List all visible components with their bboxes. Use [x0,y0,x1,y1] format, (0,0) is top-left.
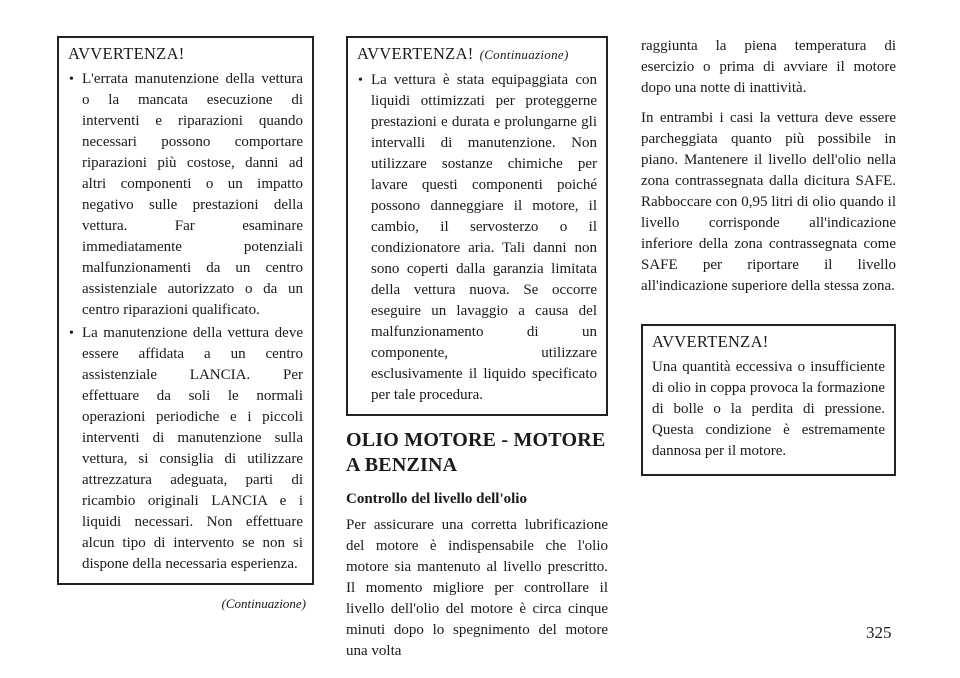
warning-text: Una quantità eccessiva o insufficiente di olio in coppa provoca la formazione di bolle o la perdita di pressione. Questa condizione è estremamente dannosa per il motore. [652,359,885,459]
section-title-line2: A BENZINA [346,454,458,476]
warning-title-text: AVVERTENZA! [357,44,474,63]
warning-box-maintenance [57,36,314,585]
warning-title: AVVERTENZA! [68,44,185,63]
right-column [641,36,896,476]
warning-bullet: • La vettura è stata equipaggiata con liquidi ottimizzati per proteggerne prestazioni e durata e prolungarne gli intervalli di manutenzione. Non utilizzare sostanze chimiche per lavare questi componenti poiché possono danneggiare il motore, il cambio, il servosterzo o il condizionatore aria. Tali danni non sono coperti dalla garanzia limitata della vettura nuova. Se occorre eseguire un lavaggio a causa del malfunzionamento di un componente, utilizzare esclusivamente il liquido specificato per tale procedura. [357,70,597,406]
body-paragraph: raggiunta la piena temperatura di esercizio o prima di avviare il motore dopo una notte di inattività. [641,38,896,96]
middle-column [346,36,608,671]
warning-bullet-list [357,70,597,406]
body-paragraph: Per assicurare una corretta lubrificazione del motore è indispensabile che l'olio motore sia mantenuto al livello prescritto. Il momento migliore per controllare il livello dell'olio del motore è circa cinque minuti dopo lo spegnimento del motore una volta [346,517,608,659]
body-paragraph: In entrambi i casi la vettura deve essere parcheggiata quanto più possibile in piano. Mantenere il livello dell'olio nella zona contrassegnata dalla dicitura SAFE. Rabboccare con 0,95 litri di olio quando il livello corrisponde all'indicazione inferiore della zona contrassegnata come SAFE per riportare il livello all'indicazione superiore della stessa zona. [641,110,896,294]
continued-note: (Continuazione) [221,596,306,611]
page-number: 325 [866,623,892,642]
warning-title-continued: (Continuazione) [479,47,569,62]
left-column [57,36,314,614]
warning-box-oil-level [641,324,896,476]
warning-bullet: • L'errata manutenzione della vettura o la mancata esecuzione di interventi e riparazioni quando necessari possono comportare riparazioni più costose, danni ad altri componenti o un impatto negativo sulle prestazioni della vettura. Far esaminare immediatamente potenziali malfunzionamenti da un centro assistenziale autorizzato o da un centro riparazioni qualificato. [68,69,303,321]
section-title-line1: OLIO MOTORE - MOTORE [346,429,606,451]
subheading: Controllo del livello dell'olio [346,491,527,507]
warning-bullet-list [68,69,303,575]
warning-title: AVVERTENZA! [652,332,769,351]
warning-box-fluids [346,36,608,416]
warning-bullet: • La manutenzione della vettura deve essere affidata a un centro assistenziale LANCIA. Per effettuare da soli le normali operazioni periodiche e i piccoli interventi di manutenzione sulla vettura, si consiglia di utilizzare attrezzatura adeguata, parti di ricambio originali LANCIA e i liquidi necessari. Non effettuare alcun tipo di intervento se non si dispone della necessaria esperienza. [68,323,303,575]
warning-title [357,43,597,66]
section-title [346,428,608,478]
